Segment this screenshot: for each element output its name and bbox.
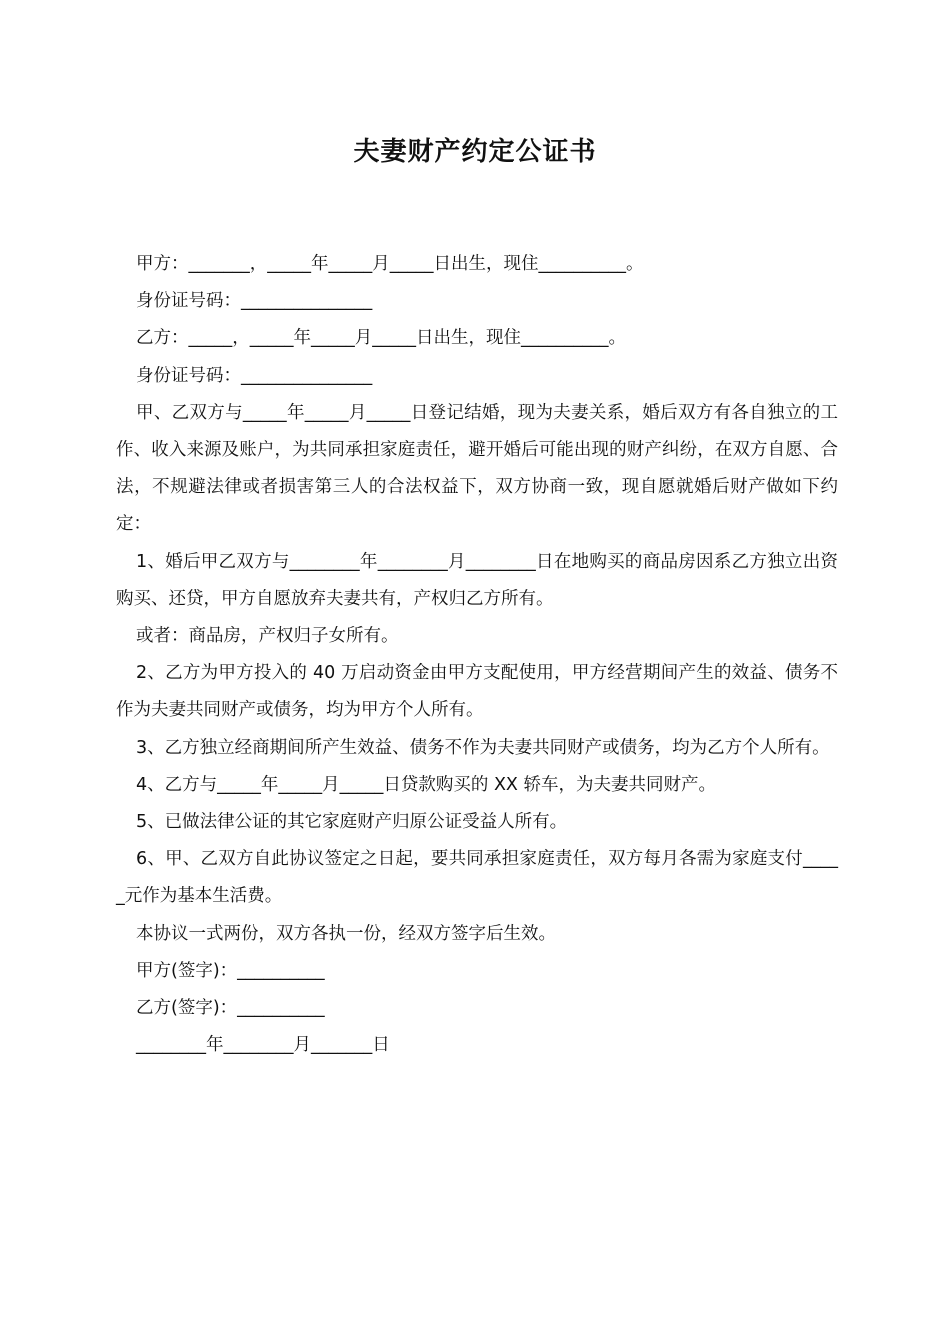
clause-6: 6、甲、乙双方自此协议签定之日起，要共同承担家庭责任，双方每月各需为家庭支付_____元作为基本生活费。: [116, 849, 838, 907]
party-a-info: 甲方：_______，_____年_____月_____日出生，现住__________。: [136, 254, 644, 274]
party-a-signature-line: 甲方(签字)：__________: [136, 960, 325, 981]
party-b-id-number: 身份证号码：_______________: [136, 365, 373, 386]
document-body: [116, 246, 838, 1064]
clause-5: 5、已做法律公证的其它家庭财产归原公证受益人所有。: [136, 812, 568, 833]
clause-2: 2、乙方为甲方投入的 40 万启动资金由甲方支配使用，甲方经营期间产生的效益、债务不作为夫妻共同财产或债务，均为甲方个人所有。: [116, 663, 838, 721]
clause-4: 4、乙方与_____年_____月_____日贷款购买的 XX 轿车，为夫妻共同财产。: [136, 774, 716, 795]
preamble-paragraph: 甲、乙双方与_____年_____月_____日登记结婚，现为夫妻关系，婚后双方有各自独立的工作、收入来源及账户，为共同承担家庭责任，避开婚后可能出现的财产纠纷，在双方自愿、合法，不规避法律或者损害第三人的合法权益下，双方协商一致，现自愿就婚后财产做如下约定：: [116, 402, 838, 535]
effectiveness-statement: 本协议一式两份，双方各执一份，经双方签字后生效。: [136, 923, 556, 944]
clause-1-alternative: 或者：商品房，产权归子女所有。: [136, 626, 399, 647]
party-b-info: 乙方：_____，_____年_____月_____日出生，现住__________。: [136, 328, 626, 349]
signing-date-line: ________年________月_______日: [136, 1035, 390, 1056]
party-b-signature-line: 乙方(签字)：__________: [136, 998, 325, 1019]
document-title: 夫妻财产约定公证书: [353, 137, 597, 167]
party-a-id-number: 身份证号码：_______________: [136, 291, 373, 312]
clause-3: 3、乙方独立经商期间所产生效益、债务不作为夫妻共同财产或债务，均为乙方个人所有。: [136, 737, 830, 758]
clause-1: 1、婚后甲乙双方与________年________月________日在地购买的商品房因系乙方独立出资购买、还贷，甲方自愿放弃夫妻共有，产权归乙方所有。: [116, 551, 838, 609]
